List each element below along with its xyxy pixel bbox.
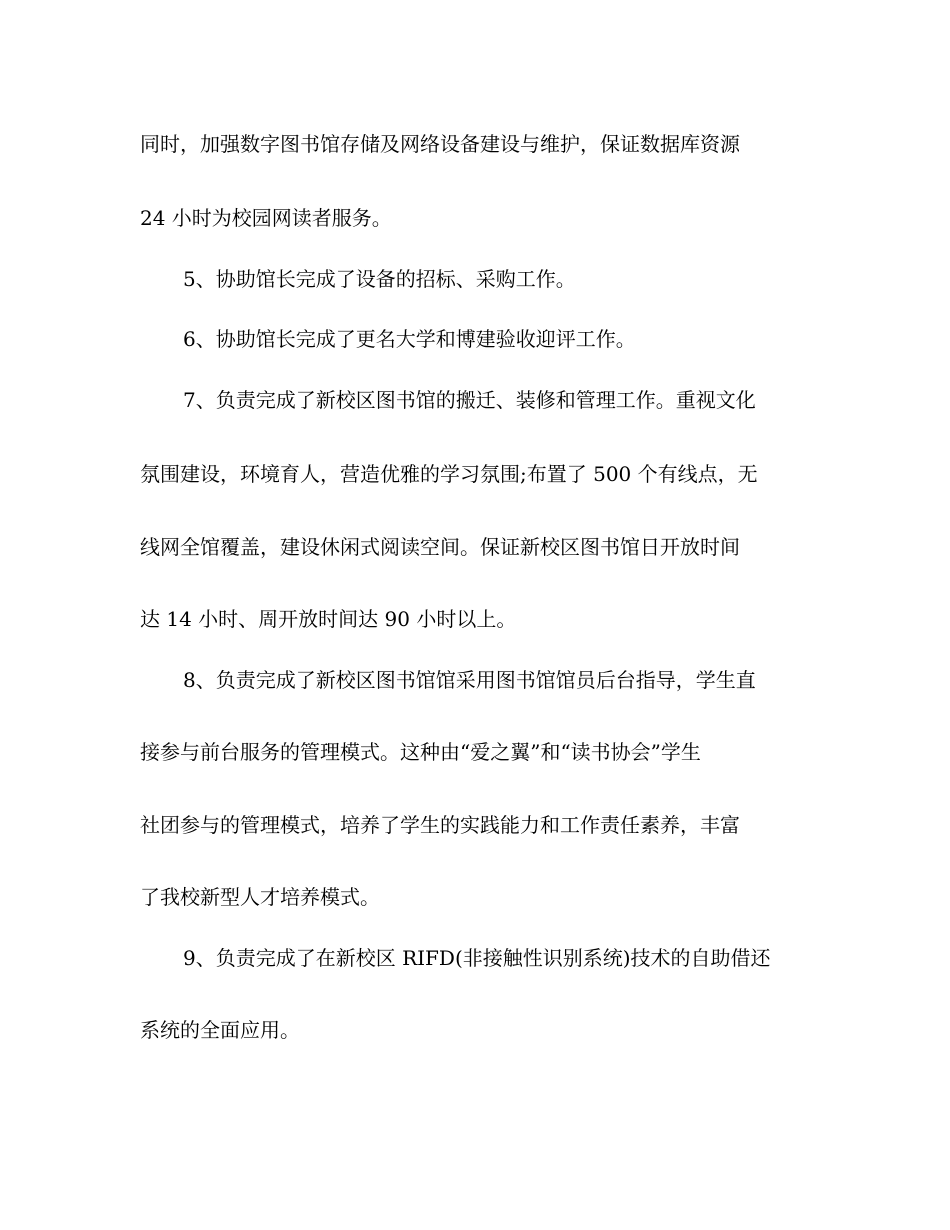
paragraph-line: 接参与前台服务的管理模式。这种由“爱之翼”和“读书协会”学生 (140, 740, 701, 764)
list-item-6: 6、协助馆长完成了更名大学和博建验收迎评工作。 (183, 327, 636, 351)
list-item-8: 8、负责完成了新校区图书馆馆采用图书馆馆员后台指导，学生直 (183, 668, 756, 692)
list-item-9: 9、负责完成了在新校区 RIFD(非接触性识别系统)技术的自助借还 (183, 946, 771, 970)
paragraph-line: 达 14 小时、周开放时间达 90 小时以上。 (140, 607, 517, 631)
paragraph-line: 线网全馆覆盖，建设休闲式阅读空间。保证新校区图书馆日开放时间 (140, 535, 740, 559)
paragraph-line: 了我校新型人才培养模式。 (140, 885, 380, 909)
paragraph-line: 同时，加强数字图书馆存储及网络设备建设与维护，保证数据库资源 (140, 132, 740, 156)
list-item-5: 5、协助馆长完成了设备的招标、采购工作。 (183, 267, 576, 291)
paragraph-line: 24 小时为校园网读者服务。 (140, 206, 392, 230)
paragraph-line: 社团参与的管理模式，培养了学生的实践能力和工作责任素养，丰富 (140, 813, 740, 837)
list-item-7: 7、负责完成了新校区图书馆的搬迁、装修和管理工作。重视文化 (183, 388, 756, 412)
paragraph-line: 氛围建设，环境育人，营造优雅的学习氛围;布置了 500 个有线点，无 (140, 462, 758, 486)
paragraph-line: 系统的全面应用。 (140, 1018, 300, 1042)
